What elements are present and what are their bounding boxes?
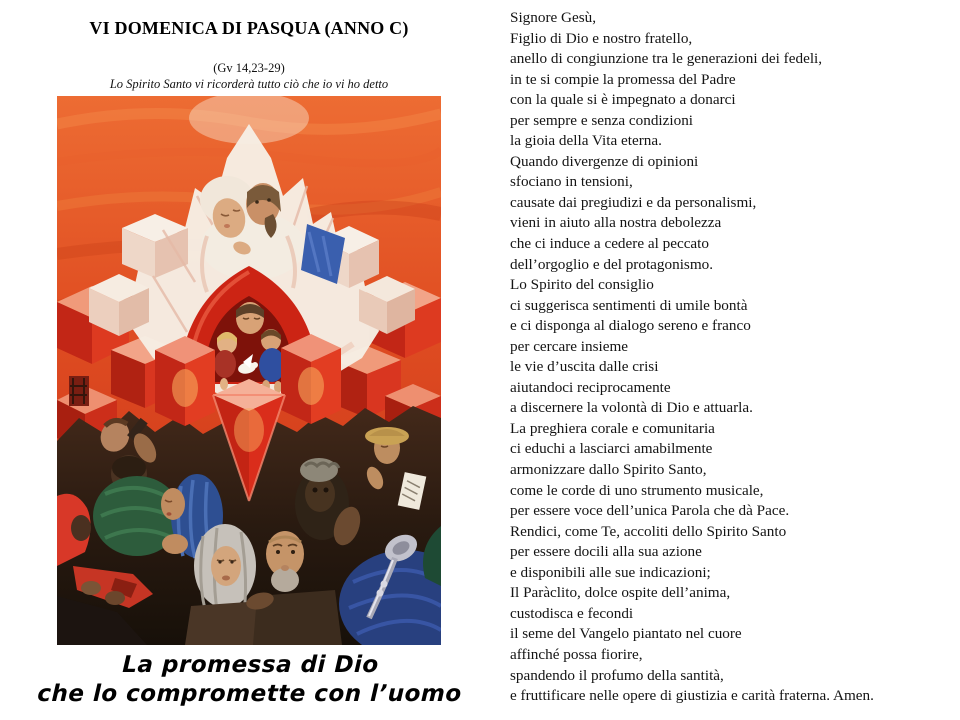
page-title: VI DOMENICA DI PASQUA (ANNO C) [89,18,409,38]
prayer-line: La preghiera corale e comunitaria [510,419,715,437]
caption-line-2: che lo compromette con l’uomo [36,681,463,707]
prayer-line: sfociano in tensioni, [510,173,633,191]
prayer-line: Signore Gesù, [510,9,597,26]
prayer-line: Il Paràclito, dolce ospite dell’anima, [510,584,731,602]
painting-caption [0,651,501,709]
prayer-line: Quando divergenze di opinioni [510,152,699,170]
prayer-line: che ci induce a cedere al peccato [510,235,709,253]
prayer-line: per cercare insieme [510,337,629,355]
prayer-line: aiutandoci reciprocamente [510,378,671,396]
prayer-line: custodisca e fecondi [510,604,634,622]
prayer-line: Figlio di Dio e nostro fratello, [510,29,693,47]
prayer-line: affinché possa fiorire, [510,645,643,663]
prayer-line: come le corde di uno strumento musicale, [510,481,764,499]
prayer-line: e ci disponga al dialogo sereno e franco [510,317,751,335]
prayer-line: vieni in aiuto alla nostra debolezza [510,214,722,232]
prayer-line: per essere voce dell’unica Parola che dà Pace. [510,502,790,520]
left-column [36,0,463,720]
blue-hair-woman-face [161,488,185,520]
prayer-line: causate dai pregiudizi e da personalismi, [510,193,757,211]
scripture-quote: Lo Spirito Santo vi ricorderà tutto ciò che io vi ho detto [109,77,389,91]
prayer-line: la gioia della Vita eterna. [510,132,662,150]
prayer-line: con la quale si è impegnato a donarci [510,91,736,109]
prayer-line: per essere docili alla sua azione [510,543,702,561]
prayer-line: e fruttificare nelle opere di giustizia e carità fraterna. Amen. [510,687,874,705]
prayer-line: armonizzare dallo Spirito Santo, [510,461,707,479]
prayer-line: le vie d’uscita dalle crisi [510,358,659,376]
caption-line-1: La promessa di Dio [121,652,380,678]
prayer-line: anello di congiunzione tra le generazioni dei fedeli, [510,50,823,68]
prayer-line: il seme del Vangelo piantato nel cuore [510,625,742,643]
prayer-line: e disponibili alle sue indicazioni; [510,563,711,581]
prayer-text [510,8,955,707]
prayer-line: Lo Spirito del consiglio [510,276,654,294]
prayer-line: in te si compie la promessa del Padre [510,70,736,88]
prayer-line: per sempre e senza condizioni [510,111,694,129]
prayer-line: Rendici, come Te, accoliti dello Spirito Santo [510,522,787,540]
prayer-line: ci suggerisca sentimenti di umile bontà [510,296,748,314]
prayer-line: ci educhi a lasciarci amabilmente [510,440,713,458]
painting-canvas [57,96,441,645]
prayer-line: a discernere la volontà di Dio e attuarla. [510,399,753,417]
scripture-reference: (Gv 14,23-29) [213,61,285,75]
prayer-line: dell’orgoglio e del protagonismo. [510,255,714,273]
religious-painting [57,96,441,645]
prayer-line: spandendo il profumo della santità, [510,666,724,684]
